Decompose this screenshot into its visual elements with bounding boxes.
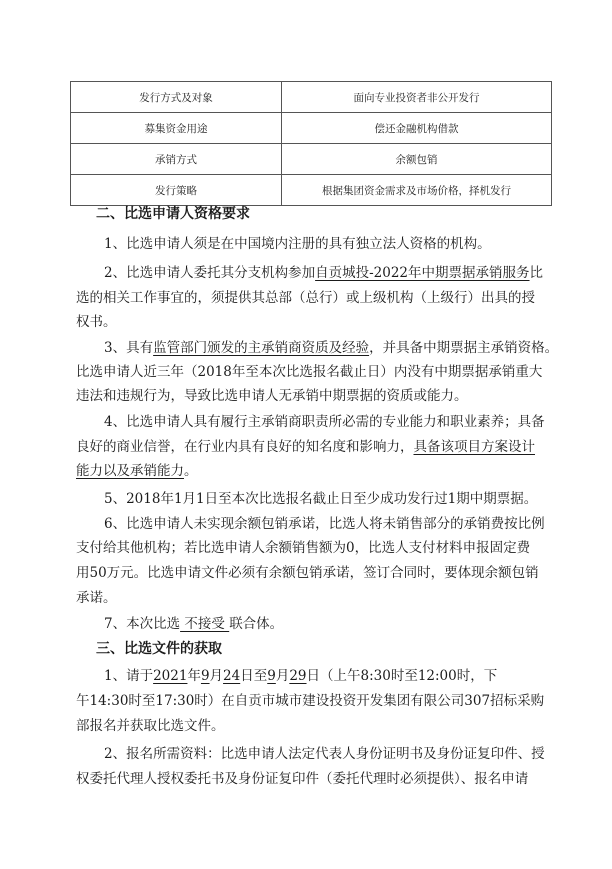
table-row <box>71 113 552 144</box>
paragraph-line: 良好的商业信誉，在行业内具有良好的知名度和影响力，具备该项目方案设计 <box>76 439 535 455</box>
underlined-text: 自贡城投-2022年中期票据承销服务 <box>315 265 530 281</box>
paragraph-line: 权书。 <box>76 314 117 330</box>
table-value: 余额包销 <box>282 144 552 175</box>
paragraph-line: 6、比选申请人未实现余额包销承诺，比选人将未销售部分的承销费按比例 <box>104 516 545 532</box>
date-day: 29 <box>289 668 307 684</box>
table-row <box>71 175 552 206</box>
paragraph-line: 1、比选申请人须是在中国境内注册的具有独立法人资格的机构。 <box>104 236 491 252</box>
table-label: 发行策略 <box>71 175 282 206</box>
table-label: 发行方式及对象 <box>71 82 282 113</box>
paragraph-line: 2、比选申请人委托其分支机构参加自贡城投-2022年中期票据承销服务比 <box>104 265 544 281</box>
paragraph-line: 1、请于2021年9月24日至9月29日（上午8:30时至12:00时，下 <box>104 668 498 684</box>
underlined-text: 能力以及承销能力 <box>76 463 184 479</box>
table-value: 面向专业投资者非公开发行 <box>282 82 552 113</box>
paragraph-line: 3、具有监管部门颁发的主承销商资质及经验，并具备中期票据主承销资格。 <box>104 340 559 356</box>
date-month: 9 <box>267 668 276 684</box>
paragraph-line: 用50万元。比选申请文件必须有余额包销承诺，签订合同时，要体现余额包销 <box>76 565 539 581</box>
table-value: 根据集团资金需求及市场价格，择机发行 <box>282 175 552 206</box>
paragraph-line: 2、报名所需资料：比选申请人法定代表人身份证明书及身份证复印件、授 <box>104 746 545 762</box>
date-year: 2021 <box>153 668 188 684</box>
paragraph-line: 能力以及承销能力。 <box>76 463 198 479</box>
paragraph-line: 4、比选申请人具有履行主承销商职责所必需的专业能力和职业素养；具备 <box>104 414 545 430</box>
underlined-text: 监管部门颁发的主承销商资质及经验 <box>153 340 370 356</box>
underlined-text: 不接受 <box>180 616 230 632</box>
section2-heading: 二、比选申请人资格要求 <box>96 206 250 222</box>
paragraph-line: 权委托代理人授权委托书及身份证复印件（委托代理时必须提供）、报名申请 <box>76 771 529 787</box>
table-label: 募集资金用途 <box>71 113 282 144</box>
table-row <box>71 82 552 113</box>
paragraph-line: 选的相关工作事宜的，须提供其总部（总行）或上级机构（上级行）出具的授 <box>76 290 535 306</box>
paragraph-line: 违法和违规行为，导致比选申请人无承销中期票据的资质或能力。 <box>76 388 468 404</box>
paragraph-line: 部报名并获取比选文件。 <box>76 718 225 734</box>
date-month: 9 <box>200 668 210 684</box>
underlined-text: 具备该项目方案设计 <box>413 439 535 455</box>
date-day: 24 <box>223 668 241 684</box>
table-row <box>71 144 552 175</box>
paragraph-line: 承诺。 <box>76 590 117 606</box>
section3-heading: 三、比选文件的获取 <box>96 641 222 657</box>
paragraph-line: 午14:30时至17:30时）在自贡市城市建设投资开发集团有限公司307招标采购 <box>76 693 545 709</box>
table-value: 偿还金融机构借款 <box>282 113 552 144</box>
paragraph-line: 比选申请人近三年（2018年至本次比选报名截止日）内没有中期票据承销重大 <box>76 364 543 380</box>
table-label: 承销方式 <box>71 144 282 175</box>
paragraph-line: 5、2018年1月1日至本次比选报名截止日至少成功发行过1期中期票据。 <box>104 491 538 507</box>
paragraph-line: 7、本次比选 不接受 联合体。 <box>104 616 284 632</box>
bond-info-table <box>70 81 552 206</box>
paragraph-line: 支付给其他机构；若比选申请人余额销售额为0，比选人支付材料申报固定费 <box>76 540 531 556</box>
